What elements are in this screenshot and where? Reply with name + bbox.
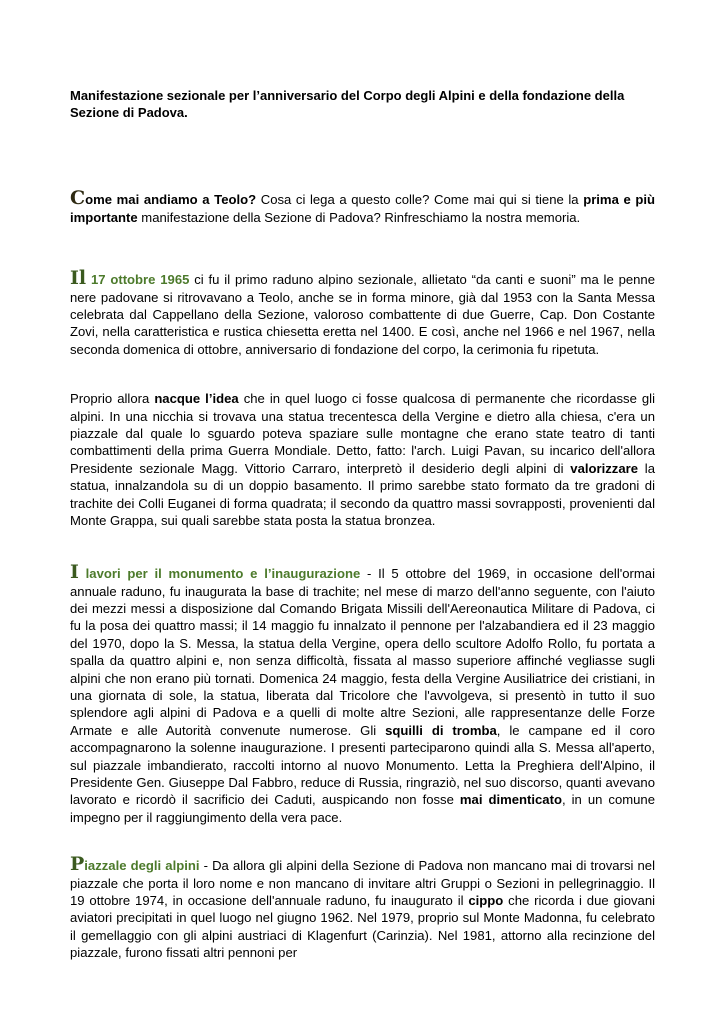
paragraph-text: - Da allora gli alpini della Sezione di Padova non mancano mai di trovarsi nel piazzale che porta il loro nome e non mancano di invitare altri Gruppi o Sezioni in pellegrinaggio. Il 19 ottobre 1974, in occasione dell'annuale raduno, fu inaugurato il: [70, 858, 655, 908]
paragraph-lead: 17 ottobre 1965: [86, 272, 190, 288]
paragraph-text: ci fu il primo raduno alpino sezionale, allietato “da canti e suoni” ma le penne nere padovane si ritrovavano a Teolo, anche se in forma minore, già dal 1953 con la Santa Messa celebrata dal Cappellano della Sezione, valoroso combattente di due Guerre, Cap. Don Costante Zovi, nella caratteristica e rustica chiesetta eretta nel 1400. E così, anche nel 1966 e nel 1967, nella seconda domenica di ottobre, anniversario di fondazione del corpo, la cerimonia fu ripetuta.: [70, 272, 655, 357]
paragraph-text: Cosa ci lega a questo colle? Come mai qui si tiene la: [256, 192, 584, 208]
emphasis-text: cippo: [468, 892, 504, 908]
paragraph-first-rally: [70, 269, 655, 358]
paragraph-lead: lavori per il monumento e l’inaugurazione: [78, 566, 361, 582]
paragraph-text: , in un comune impegno per il raggiungimento della vera pace.: [70, 792, 655, 825]
emphasis-text: nacque l’idea: [154, 391, 239, 407]
emphasis-text: valorizzare: [570, 460, 638, 476]
paragraph-text: che ricorda i due giovani aviatori precipitati in quel luogo nel giugno 1962. Nel 1979, proprio sul Monte Madonna, fu celebrato il gemellaggio con gli alpini austriaci di Klagenfurt (Carinzia). Nel 1981, attorno alla recinzione del piazzale, furono fissati altri pennoni per: [70, 892, 656, 961]
paragraph-text: - Il 5 ottobre del 1969, in occasione dell'ormai annuale raduno, fu inaugurata la base di trachite; nel mese di marzo dell'anno seguente, con l'aiuto dei mezzi messi a disposizione dal Comando Brigata Missili dell'Aereonautica Militare di Padova, ci fu la posa dei quattro massi; il 14 maggio fu innalzato il pennone per l'alzabandiera ed il 23 maggio del 1970, dopo la S. Messa, la statua della Vergine, opera dello scultore Adolfo Rollo, fu portata a spalla da quattro alpini e, non senza difficoltà, fissata al masso superiore affinché vegliasse sugli alpini che non erano più tornati. Domenica 24 maggio, festa della Vergine Ausiliatrice dei cristiani, in una giornata di sole, la statua, liberata dal Tricolore che l'avvolgeva, si presentò in tutto il suo splendore agli alpini di Padova e a quelli di molte altre Sezioni, alle rappresentanze delle Forze Armate e alle Autorità convenute numerose. Gli: [70, 566, 655, 738]
drop-cap: C: [70, 187, 86, 210]
paragraph-monument-works: [70, 563, 655, 826]
paragraph-text: che in quel luogo ci fosse qualcosa di permanente che ricordasse gli alpini. In una nicchia si trovava una statua trecentesca della Vergine e dietro alla chiesa, c'era un piazzale dal quale lo sguardo poteva spaziare sulle montagne che erano state teatro di tanti combattimenti della prima Guerra Mondiale. Detto, fatto: l'arch. Luigi Pavan, su incarico dell'allora Presidente sezionale Magg. Vittorio Carraro, interpretò il desiderio degli alpini di: [70, 391, 655, 476]
drop-cap: I: [70, 561, 79, 584]
paragraph-lead: iazzale degli alpini: [84, 858, 200, 874]
paragraph-idea: [70, 390, 655, 529]
paragraph-piazzale: [70, 855, 655, 961]
emphasis-text: squilli di tromba: [385, 722, 497, 738]
emphasis-text: prima e più importante: [70, 192, 655, 225]
paragraph-intro: [70, 189, 655, 226]
emphasis-text: mai dimenticato: [459, 792, 562, 808]
drop-cap: P: [70, 853, 85, 876]
paragraph-text: Proprio allora: [70, 391, 155, 407]
paragraph-text: manifestazione della Sezione di Padova? Rinfreschiamo la nostra memoria.: [137, 209, 581, 225]
paragraph-text: la statua, innalzandola su di un doppio basamento. Il primo sarebbe stato formato da tre gradoni di trachite dei Colli Euganei di forma quadrata; il secondo da quattro massi sovrapposti, provenienti dal Monte Grappa, sui quali sarebbe stata posta la statua bronzea.: [70, 460, 655, 528]
paragraph-lead: ome mai andiamo a Teolo?: [85, 192, 257, 208]
document-heading: Manifestazione sezionale per l’anniversario del Corpo degli Alpini e della fondazione della Sezione di Padova.: [70, 88, 625, 120]
drop-cap: Il: [70, 267, 87, 290]
paragraph-text: , le campane ed il coro accompagnarono la solenne inaugurazione. I presenti parteciparono quindi alla S. Messa all'aperto, sul piazzale imbandierato, raccolti intorno al nuovo Monumento. Letta la Preghiera dell'Alpino, il Presidente Gen. Giuseppe Dal Fabbro, reduce di Russia, ringraziò, nel suo discorso, quanti avevano lavorato e ricordò il sacrificio dei Caduti, auspicando non fosse: [70, 722, 655, 808]
